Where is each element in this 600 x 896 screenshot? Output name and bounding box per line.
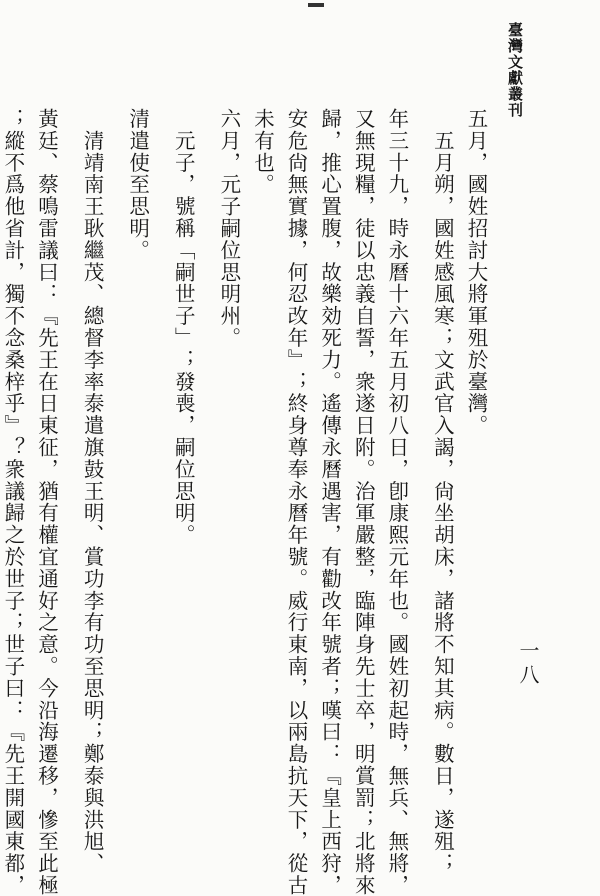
- text-column: ；縱不爲他省計，獨不念桑梓乎』？衆議歸之於世子；世子曰：『先王開國東都，: [0, 108, 25, 896]
- text-column: 黃廷、蔡鳴雷議曰：『先王在日東征，猶有權宜通好之意。今沿海遷移，慘至此極: [34, 108, 59, 896]
- text-column: 五月朔，國姓感風寒；文武官入謁，尙坐胡床，諸將不知其病。數日，遂殂；: [430, 108, 455, 875]
- text-column: 六月，元子嗣位思明州。: [216, 108, 241, 349]
- text-column: 未有也。: [250, 108, 275, 196]
- text-column: 又無現糧，徒以忠義自誓，衆遂日附。治軍嚴整，臨陣身先士卒，明賞罰；北將來: [351, 108, 376, 896]
- text-column: 清靖南王耿繼茂、總督李率泰遣旗鼓王明、賞功李有功至思明；鄭泰與洪旭、: [80, 108, 105, 875]
- journal-title: 臺灣文獻叢刊: [506, 22, 524, 118]
- text-column: 元子，號稱「嗣世子」；發喪，嗣位思明。: [171, 108, 196, 546]
- ink-mark: [308, 3, 324, 7]
- text-column: 安危尙無實據，何忍改年』；終身尊奉永曆年號。威行東南，以兩島抗天下，從古: [284, 108, 309, 896]
- text-column: 歸，推心置腹，故樂効死力。遙傳永曆遇害，有勸改年號者；嘆曰：『皇上西狩，: [317, 108, 342, 896]
- text-column: 五月，國姓招討大將軍殂於臺灣。: [464, 108, 488, 437]
- body-text: [0, 108, 492, 896]
- page-number: 一八: [516, 640, 540, 688]
- text-column: 清遣使至思明。: [125, 108, 150, 262]
- text-column: 年三十九，時永曆十六年五月初八日，卽康熙元年也。國姓初起時，無兵、無將，: [384, 108, 409, 896]
